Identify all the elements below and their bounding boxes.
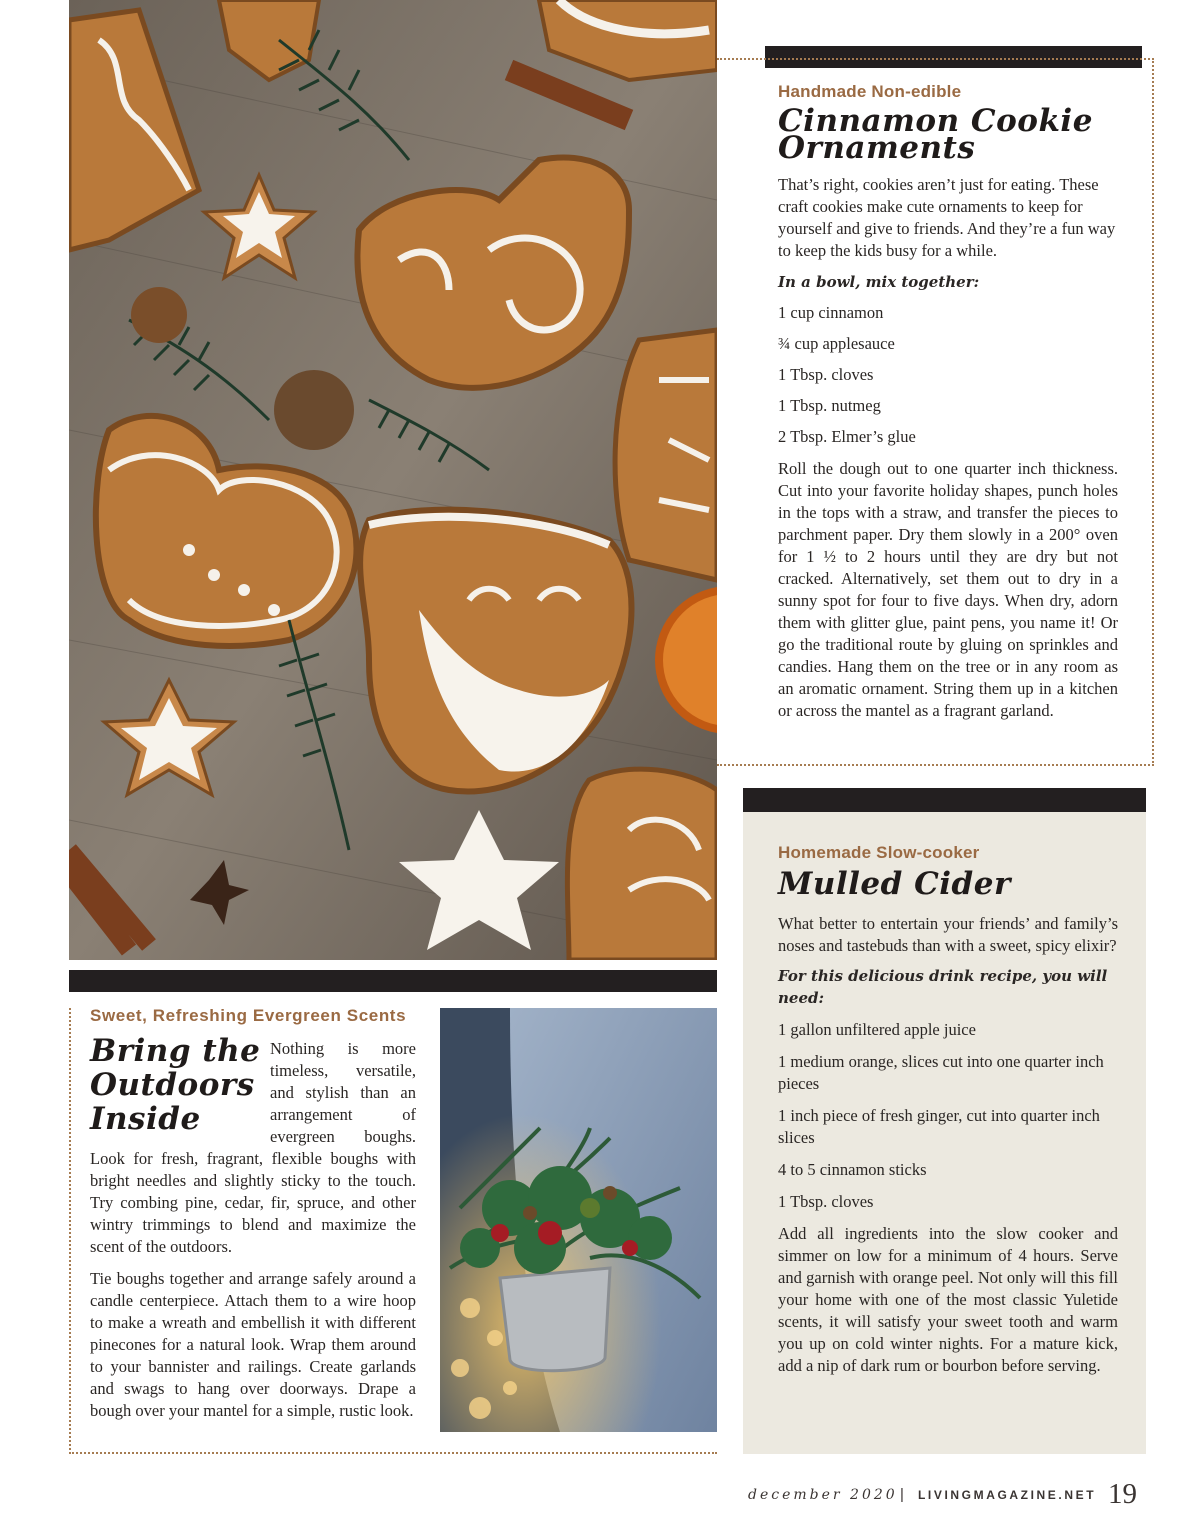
gingerbread-cookies-photo — [69, 0, 717, 960]
cider-lead: For this delicious drink recipe, you will need: — [778, 967, 1108, 1007]
evergreen-paragraph-2: Tie boughs together and arrange safely around a candle centerpiece. Attach them to a wire hoop to make a wreath and embellish it with different pinecones for a natural look. Wrap them around to your bannister and railings. Create garlands and swags to hang over doorways. Drape a bough over your mantel for a simple, rustic look. — [90, 1269, 416, 1420]
ingredient-item: 4 to 5 cinnamon sticks — [778, 1160, 927, 1179]
evergreen-kicker: Sweet, Refreshing Evergreen Scents — [90, 1006, 407, 1025]
ingredient-item: 1 Tbsp. nutmeg — [778, 396, 881, 415]
ornaments-kicker: Handmade Non-edible — [778, 82, 962, 101]
section-rule-bar — [743, 788, 1146, 812]
evergreen-article — [90, 1006, 416, 1422]
ornaments-article — [778, 82, 1118, 722]
ingredient-item: 1 gallon unfiltered apple juice — [778, 1020, 976, 1039]
cider-kicker: Homemade Slow-cooker — [778, 843, 980, 862]
evergreen-title: Bring the Outdoors Inside — [90, 1033, 261, 1137]
evergreen-paragraph-1: Nothing is more timeless, versatile, and stylish than an arrangement of evergreen boughs. Look for fresh, fragrant, flexible boughs with bright needles and slightly sticky to the touch. Try combing pine, cedar, fir, spruce, and other wintry trimmings to blend and maximize the scent of the outdoors. — [90, 1039, 416, 1256]
ingredient-item: 1 Tbsp. cloves — [778, 365, 874, 384]
ornaments-lead: In a bowl, mix together: — [778, 273, 980, 291]
issue-date: december 2020 — [748, 1487, 898, 1503]
cider-title: Mulled Cider — [778, 866, 1011, 902]
ingredient-item: 1 Tbsp. cloves — [778, 1192, 874, 1211]
website-link[interactable]: LIVINGMAGAZINE.NET — [918, 1488, 1097, 1502]
ingredient-item: 1 medium orange, slices cut into one quarter inch pieces — [778, 1052, 1104, 1093]
ingredient-item: ¾ cup applesauce — [778, 334, 895, 353]
page-footer — [0, 1478, 1200, 1512]
ornaments-title: Cinnamon Cookie Ornaments — [778, 103, 1093, 166]
page-number: 19 — [1108, 1478, 1137, 1510]
section-rule-bar — [69, 970, 717, 992]
ingredient-item: 1 cup cinnamon — [778, 303, 884, 322]
cider-intro: What better to entertain your friends’ and family’s noses and tastebuds than with a sweet, spicy elixir? — [778, 914, 1118, 955]
ingredient-item: 1 inch piece of fresh ginger, cut into quarter inch slices — [778, 1106, 1100, 1147]
ornaments-intro: That’s right, cookies aren’t just for eating. These craft cookies make cute ornaments to keep for yourself and give to friends. And they’re a fun way to keep the kids busy for a while. — [778, 175, 1116, 260]
cider-method: Add all ingredients into the slow cooker and simmer on low for a minimum of 4 hours. Serve and garnish with orange peel. Not only will this fill your home with one of the most classic Yuletide scents, it will satisfy your sweet tooth and warm you up on cold winter nights. For a mature kick, add a nip of dark rum or bourbon before serving. — [778, 1224, 1118, 1375]
ingredient-item: 2 Tbsp. Elmer’s glue — [778, 427, 916, 446]
ornaments-method: Roll the dough out to one quarter inch thickness. Cut into your favorite holiday shapes, punch holes in the tops with a straw, and transfer the pieces to parchment paper. Dry them slowly in a 200° oven for 1 ½ to 2 hours until they are dry but not cracked. Alternatively, set them out to dry in a sunny spot for four to five days. When dry, adorn them with glitter glue, paint pens, you name it! Or go the traditional route by gluing on sprinkles and candies. Hang them on the tree or in any room as an aromatic ornament. String them up in a kitchen or across the mantel as a fragrant garland. — [778, 459, 1118, 720]
footer-separator: | — [900, 1486, 904, 1503]
cider-article — [778, 843, 1118, 1377]
evergreen-bouquet-photo — [440, 1008, 717, 1432]
